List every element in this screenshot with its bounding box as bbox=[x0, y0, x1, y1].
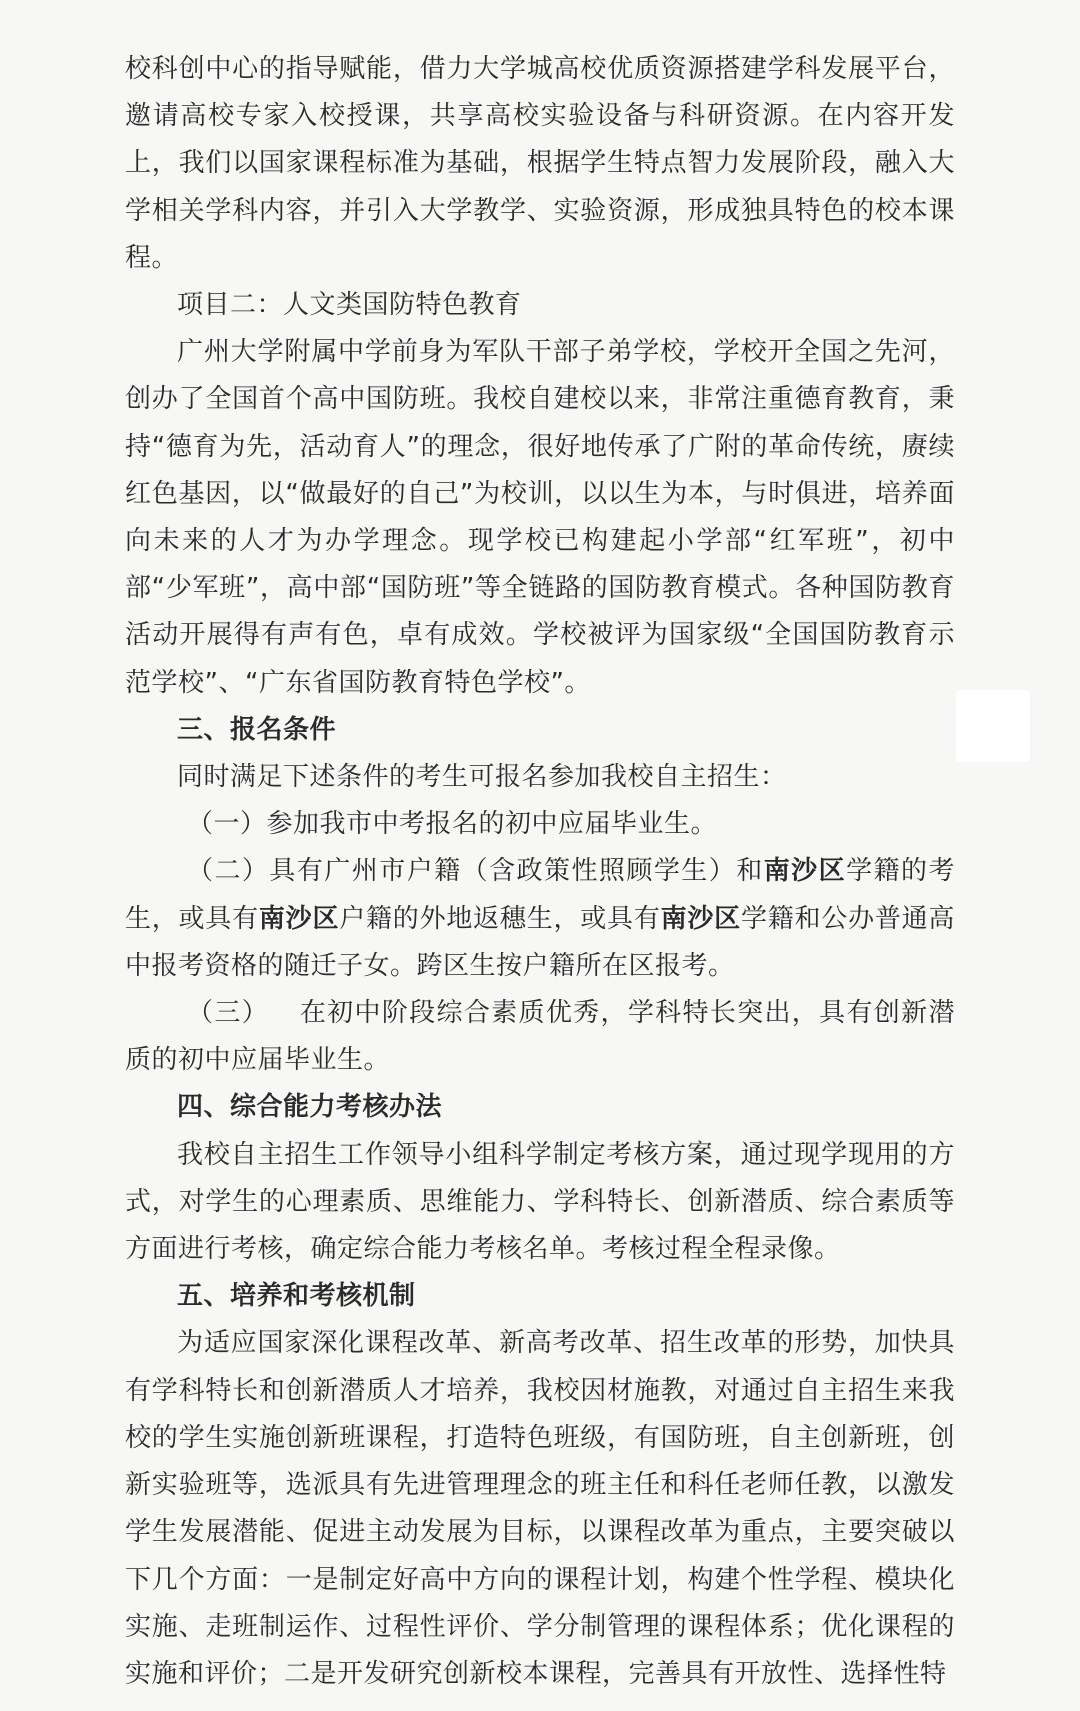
district-name: 南沙区 bbox=[763, 856, 847, 887]
section5-heading: 五、培养和考核机制 bbox=[177, 1281, 416, 1312]
condition-3-text: 在初中阶段综合素质优秀，学科特长突出，具有创新潜质的初中应届毕业生。 bbox=[125, 998, 955, 1076]
condition-2 bbox=[125, 848, 955, 990]
condition-2-text-c: 户籍的外地返穗生，或具有 bbox=[339, 903, 661, 934]
paragraph-national-defense: 广州大学附属中学前身为军队干部子弟学校，学校开全国之先河，创办了全国首个高中国防班。我校自建校以来，非常注重德育教育，秉持“德育为先，活动育人”的理念，很好地传承了广附的革命传统，赓续红色基因，以“做最好的自己”为校训，以以生为本，与时俱进，培养面向未来的人才为办学理念。现学校已构建起小学部“红军班”，初中部“少军班”，高中部“国防班”等全链路的国防教育模式。各种国防教育活动开展得有声有色，卓有成效。学校被评为国家级“全国国防教育示范学校”、“广东省国防教育特色学校”。 bbox=[125, 337, 955, 698]
section3-intro: 同时满足下述条件的考生可报名参加我校自主招生： bbox=[177, 762, 787, 793]
condition-2-text-b: 学籍的考生，或具有 bbox=[125, 856, 955, 934]
district-name: 南沙区 bbox=[258, 903, 340, 934]
scan-glare-patch bbox=[956, 690, 1030, 762]
section5-text: 为适应国家深化课程改革、新高考改革、招生改革的形势，加快具有学科特长和创新潜质人才培养，我校因材施教，对通过自主招生来我校的学生实施创新班课程，打造特色班级，有国防班，自主创新班，创新实验班等，选派具有先进管理理念的班主任和科任老师任教，以激发学生发展潜能、促进主动发展为目标，以课程改革为重点，主要突破以下几个方面：一是制定好高中方向的课程计划，构建个性学程、模块化实施、走班制运作、过程性评价、学分制管理的课程体系；优化课程的实施和评价；二是开发研究创新校本课程，完善具有开放性、选择性特 bbox=[125, 1328, 955, 1689]
document-body bbox=[125, 46, 955, 1698]
section4-text: 我校自主招生工作领导小组科学制定考核方案，通过现学现用的方式，对学生的心理素质、思维能力、学科特长、创新潜质、综合素质等方面进行考核，确定综合能力考核名单。考核过程全程录像。 bbox=[125, 1139, 955, 1265]
condition-1: （一）参加我市中考报名的初中应届毕业生。 bbox=[187, 809, 718, 840]
section3-heading: 三、报名条件 bbox=[177, 714, 337, 745]
condition-3 bbox=[125, 990, 955, 1084]
condition-3-label: （三） bbox=[187, 998, 269, 1029]
condition-2-text-d: 学籍和公办普通高中报考资格的随迁子女。跨区生按户籍所在区报考。 bbox=[125, 903, 955, 981]
section4-heading: 四、综合能力考核办法 bbox=[177, 1092, 443, 1123]
project2-title: 项目二：人文类国防特色教育 bbox=[177, 290, 522, 321]
paragraph-course-development: 校科创中心的指导赋能，借力大学城高校优质资源搭建学科发展平台，邀请高校专家入校授课，共享高校实验设备与科研资源。在内容开发上，我们以国家课程标准为基础，根据学生特点智力发展阶段，融入大学相关学科内容，并引入大学教学、实验资源，形成独具特色的校本课程。 bbox=[125, 54, 955, 273]
condition-2-text-a: （二）具有广州市户籍（含政策性照顾学生）和 bbox=[187, 856, 764, 887]
district-name: 南沙区 bbox=[660, 903, 741, 934]
